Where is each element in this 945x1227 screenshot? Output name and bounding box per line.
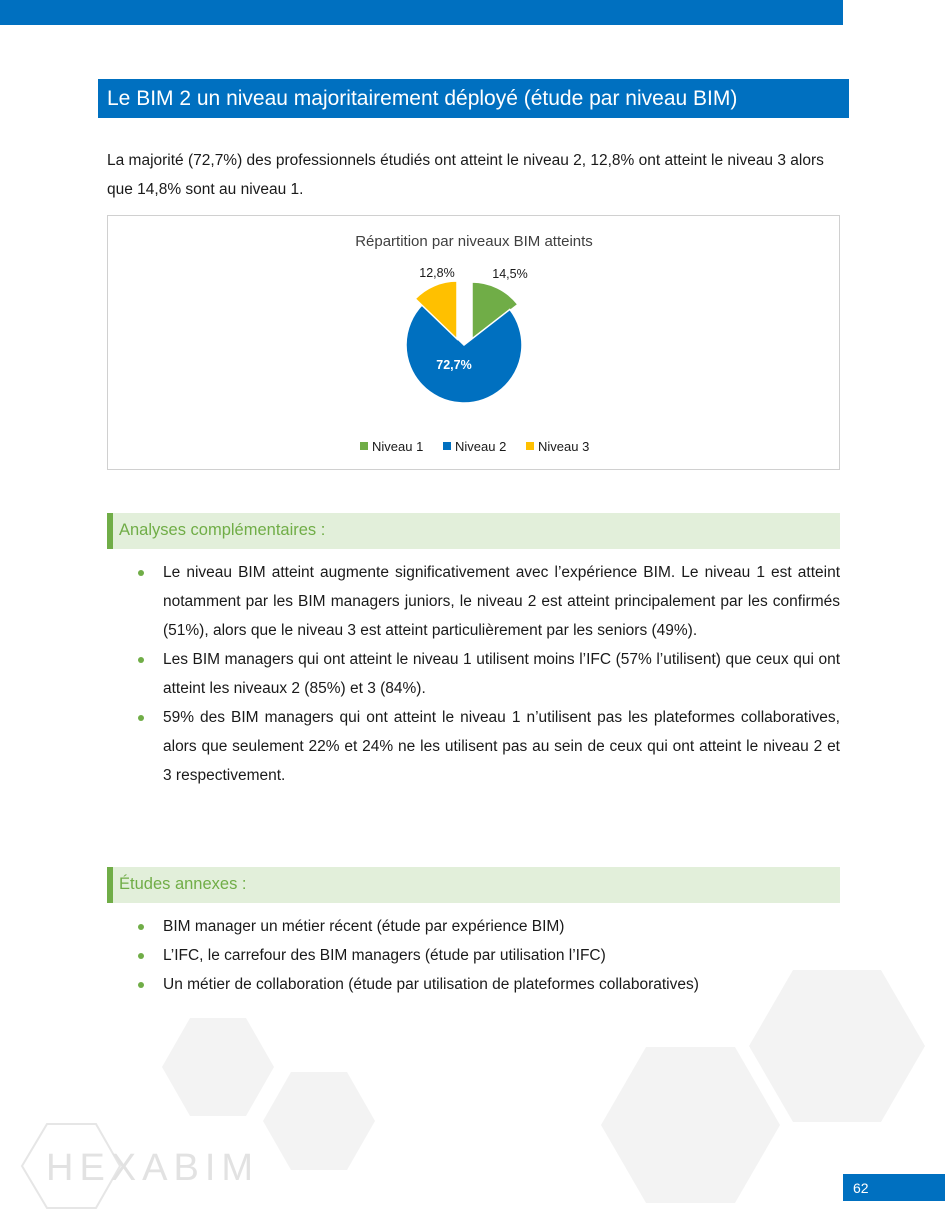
analyses-item xyxy=(130,558,840,645)
analyses-item xyxy=(130,645,840,703)
data-label: 72,7% xyxy=(436,358,472,372)
bullet-dot-icon xyxy=(138,657,144,663)
analyses-list xyxy=(130,558,840,790)
legend-label: Niveau 1 xyxy=(372,439,424,454)
intro-paragraph: La majorité (72,7%) des professionnels étudiés ont atteint le niveau 2, 12,8% ont atteint le niveau 3 alors que 14,8% sont au niveau 1. xyxy=(107,152,824,198)
data-label: 12,8% xyxy=(419,266,455,280)
analyses-item-text: 59% des BIM managers qui ont atteint le niveau 1 n’utilisent pas les plateformes collaboratives, alors que seulement 22% et 24% ne les utilisent pas au sein de ceux qui ont atteint le niveau 2 et 3 respectivement. xyxy=(163,709,840,784)
data-label: 14,5% xyxy=(492,267,528,281)
chart-title: Répartition par niveaux BIM atteints xyxy=(355,233,593,250)
hexagon-shape xyxy=(162,1018,274,1116)
annexes-item[interactable] xyxy=(130,970,840,999)
annexes-header: Études annexes : xyxy=(107,867,840,903)
hexagon-shape xyxy=(263,1072,375,1170)
legend-label: Niveau 2 xyxy=(455,439,507,454)
bullet-dot-icon xyxy=(138,982,144,988)
legend-swatch xyxy=(443,442,451,450)
bullet-dot-icon xyxy=(138,953,144,959)
annexes-item[interactable] xyxy=(130,941,840,970)
legend-label: Niveau 3 xyxy=(538,439,590,454)
pie-chart xyxy=(108,216,841,471)
bullet-dot-icon xyxy=(138,570,144,576)
legend-swatch xyxy=(526,442,534,450)
logo-hexagon-icon xyxy=(22,1124,120,1208)
page-number: 62 xyxy=(843,1174,945,1201)
hexagon-shape xyxy=(601,1047,780,1203)
annexes-item[interactable] xyxy=(130,912,840,941)
analyses-item-text: Les BIM managers qui ont atteint le niveau 1 utilisent moins l’IFC (57% l’utilisent) que ceux qui ont atteint les niveaux 2 (85%) et 3 (84%). xyxy=(163,651,840,697)
analyses-header: Analyses complémentaires : xyxy=(107,513,840,549)
section-title: Le BIM 2 un niveau majoritairement déployé (étude par niveau BIM) xyxy=(98,79,849,118)
pie-chart-container xyxy=(107,215,840,470)
analyses-item-text: Le niveau BIM atteint augmente significativement avec l’expérience BIM. Le niveau 1 est atteint notamment par les BIM managers juniors, le niveau 2 est atteint principalement par les confirmés (51%), alors que le niveau 3 est atteint particulièrement par les seniors (49%). xyxy=(163,564,840,639)
legend-swatch xyxy=(360,442,368,450)
annexes-item-text: Un métier de collaboration (étude par utilisation de plateformes collaboratives) xyxy=(163,976,699,993)
top-blue-bar xyxy=(0,0,843,25)
bullet-dot-icon xyxy=(138,715,144,721)
analyses-item xyxy=(130,703,840,790)
slice-niveau-2 xyxy=(406,305,522,403)
watermark-logo-text: HEXABIM xyxy=(46,1147,260,1189)
annexes-item-text: L’IFC, le carrefour des BIM managers (étude par utilisation l’IFC) xyxy=(163,947,606,964)
annexes-item-text: BIM manager un métier récent (étude par expérience BIM) xyxy=(163,918,565,935)
bullet-dot-icon xyxy=(138,924,144,930)
annexes-list xyxy=(130,912,840,999)
